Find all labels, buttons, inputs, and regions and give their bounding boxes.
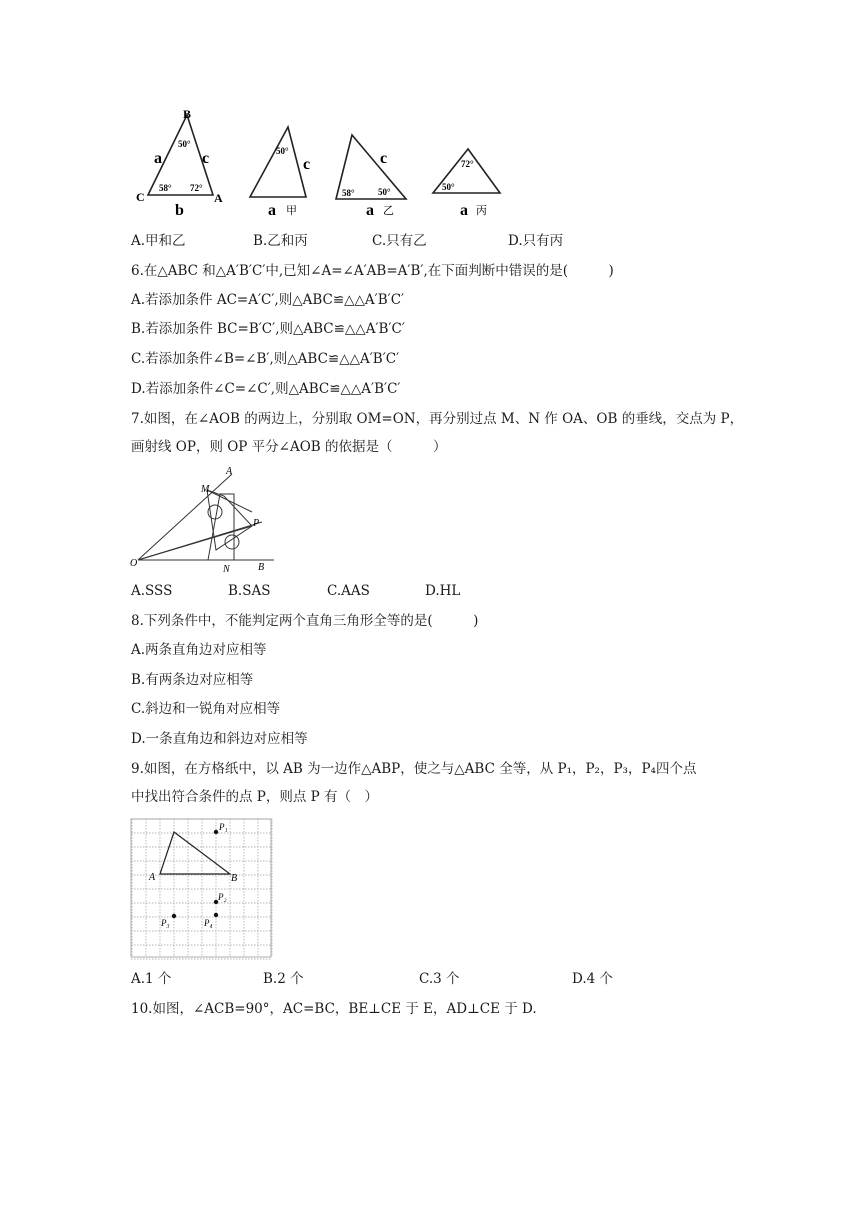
q9-option-d: D.4 个 xyxy=(572,971,614,987)
q8-stem: 8.下列条件中，不能判定两个直角三角形全等的是( ) xyxy=(131,613,479,629)
reference-triangle xyxy=(136,107,223,219)
q7-option-b: B.SAS xyxy=(228,583,271,599)
ref-angle-C: 58° xyxy=(159,183,172,193)
yi-side-a: a xyxy=(366,202,374,219)
q7-label-M: M xyxy=(201,484,210,495)
ref-vertex-C: C xyxy=(136,190,145,204)
bing-name: 丙 xyxy=(476,205,487,217)
q7-label-O: O xyxy=(130,558,138,569)
q6-option-b: B.若添加条件 BC=B′C′,则△ABC≌△△A′B′C′ xyxy=(131,321,405,337)
q5-option-c: C.只有乙 xyxy=(372,233,427,249)
q7-label-B: B xyxy=(258,562,265,573)
q6-option-a: A.若添加条件 AC=A′C′,则△ABC≌△△A′B′C′ xyxy=(131,292,405,308)
q9-label-P3: P₃ xyxy=(161,918,170,928)
triangle-yi xyxy=(336,135,406,219)
q7-option-a: A.SSS xyxy=(131,583,173,599)
q7-label-A: A xyxy=(226,466,233,477)
yi-angle-2: 50° xyxy=(378,187,391,197)
q9-label-A: A xyxy=(149,872,156,883)
q9-label-P2: P₂ xyxy=(218,892,227,902)
jia-angle: 50° xyxy=(276,146,289,156)
jia-name: 甲 xyxy=(286,205,297,217)
q6-option-d: D.若添加条件∠C=∠C′,则△ABC≌△△A′B′C′ xyxy=(131,381,401,397)
q9-option-a: A.1 个 xyxy=(131,971,172,987)
q9-label-P1: P₁ xyxy=(219,822,228,832)
q7-stem-line1: 7.如图，在∠AOB 的两边上，分别取 OM=ON，再分别过点 M、N 作 OA、OB 的垂线，交点为 P， xyxy=(131,411,744,427)
q8-option-a: A.两条直角边对应相等 xyxy=(131,642,267,658)
q9-stem-line2: 中找出符合条件的点 P，则点 P 有（ ） xyxy=(131,789,379,805)
q7-angle-bisector-figure xyxy=(128,464,278,576)
triangle-bing xyxy=(433,149,500,219)
q6-option-c: C.若添加条件∠B=∠B′,则△ABC≌△△A′B′C′ xyxy=(131,351,400,367)
q7-stem-line2: 画射线 OP，则 OP 平分∠AOB 的依据是（ ） xyxy=(131,439,447,455)
jia-side-a: a xyxy=(268,202,276,219)
q7-label-N: N xyxy=(223,564,230,575)
q9-stem-line1: 9.如图，在方格纸中，以 AB 为一边作△ABP，使之与△ABC 全等，从 P₁，P₂，P₃，P₄四个点 xyxy=(131,761,697,777)
q5-option-a: A.甲和乙 xyxy=(131,233,186,249)
bing-angle-2: 50° xyxy=(442,182,455,192)
q10-stem: 10.如图，∠ACB=90°，AC=BC，BE⊥CE 于 E，AD⊥CE 于 D. xyxy=(131,1001,537,1017)
bing-angle-1: 72° xyxy=(461,159,474,169)
yi-name: 乙 xyxy=(383,205,394,217)
ref-vertex-B: B xyxy=(183,107,192,121)
ref-vertex-A: A xyxy=(214,191,223,205)
q8-option-d: D.一条直角边和斜边对应相等 xyxy=(131,731,308,747)
q9-label-B: B xyxy=(231,873,238,884)
ref-side-a: a xyxy=(154,150,162,167)
ref-angle-A: 72° xyxy=(190,183,203,193)
yi-angle-1: 58° xyxy=(342,188,355,198)
q5-triangles-figure xyxy=(130,105,520,220)
q7-option-d: D.HL xyxy=(425,583,461,599)
q9-option-b: B.2 个 xyxy=(263,971,304,987)
ref-side-b: b xyxy=(175,202,184,219)
q7-option-c: C.AAS xyxy=(327,583,370,599)
q5-option-d: D.只有丙 xyxy=(508,233,564,249)
q9-label-P4: P₄ xyxy=(204,918,213,928)
ref-side-c: c xyxy=(202,150,210,167)
q9-option-c: C.3 个 xyxy=(419,971,460,987)
ref-angle-B: 50° xyxy=(178,139,191,149)
q8-option-c: C.斜边和一锐角对应相等 xyxy=(131,701,281,717)
q5-option-b: B.乙和丙 xyxy=(253,233,308,249)
q6-stem: 6.在△ABC 和△A′B′C′中,已知∠A=∠A′AB=A′B′,在下面判断中错误的是( ) xyxy=(131,263,614,279)
triangle-jia xyxy=(250,127,310,219)
q8-option-b: B.有两条边对应相等 xyxy=(131,672,254,688)
yi-side-c: c xyxy=(380,150,388,167)
jia-side-c: c xyxy=(303,156,311,173)
q7-label-P: P xyxy=(253,518,260,529)
q9-grid-figure xyxy=(130,818,274,960)
bing-side-a: a xyxy=(460,202,468,219)
